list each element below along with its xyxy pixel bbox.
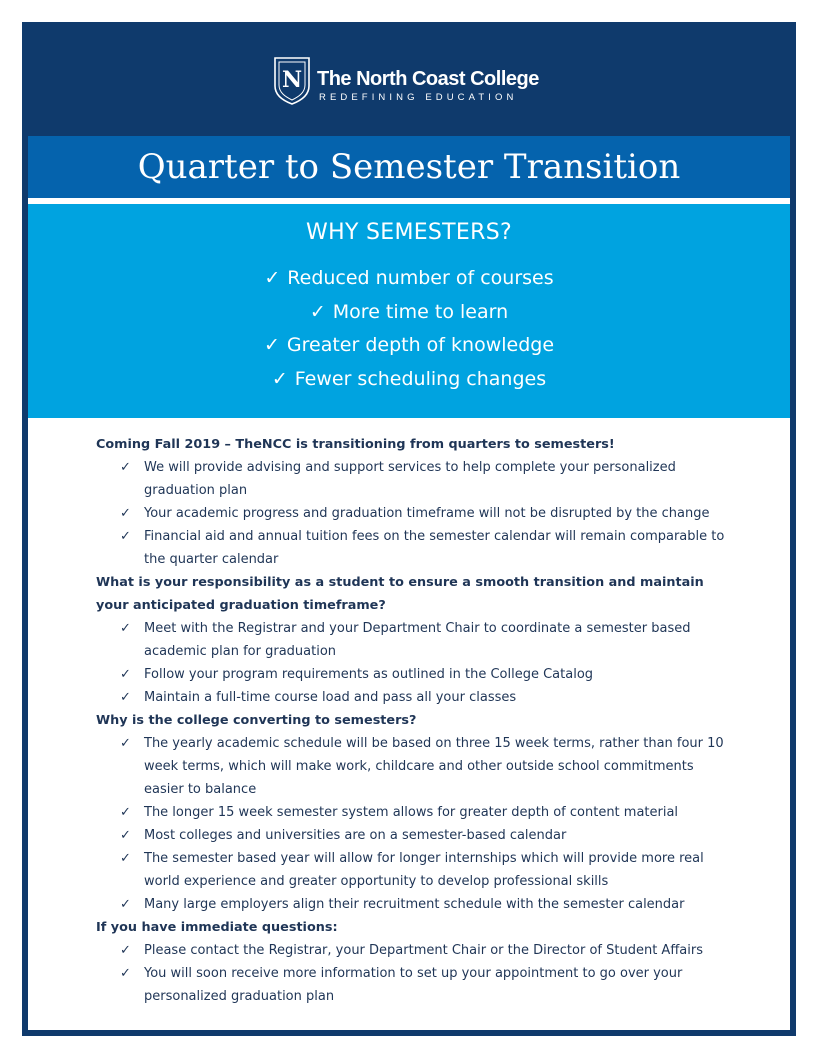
list-item-text: Please contact the Registrar, your Department Chair or the Director of Student Affairs [144,943,703,958]
list-item [96,525,736,571]
list-item-text: Most colleges and universities are on a semester-based calendar [144,828,567,843]
check-icon: ✓ [120,851,131,866]
list-item-text: We will provide advising and support services to help complete your personalized graduation plan [144,460,676,498]
list-item-text: Follow your program requirements as outlined in the College Catalog [144,667,594,682]
section-list [96,617,736,709]
list-item-text: Your academic progress and graduation timeframe will not be disrupted by the change [144,506,710,521]
list-item [96,617,736,663]
list-item [96,893,736,916]
list-item [96,824,736,847]
list-item-text: Financial aid and annual tuition fees on the semester calendar will remain comparable to the quarter calendar [144,529,725,567]
list-item [96,939,736,962]
why-item [28,262,790,296]
why-item-text: More time to learn [332,300,509,323]
list-item-text: Maintain a full-time course load and pass all your classes [144,690,517,705]
shield-icon [272,54,312,106]
list-item [96,801,736,824]
why-semesters-list [28,262,790,396]
check-icon: ✓ [120,966,131,981]
info-body [96,433,736,1008]
list-item-text: Meet with the Registrar and your Department Chair to coordinate a semester based academic plan for graduation [144,621,691,659]
list-item [96,456,736,502]
check-icon: ✓ [120,460,131,475]
list-item-text: You will soon receive more information to set up your appointment to go over your personalized graduation plan [144,966,683,1004]
check-icon: ✓ [120,805,131,820]
list-item-text: The semester based year will allow for longer internships which will provide more real world experience and greater opportunity to develop professional skills [144,851,704,889]
section-heading: What is your responsibility as a student to ensure a smooth transition and maintain your anticipated graduation timeframe? [96,575,704,613]
check-icon: ✓ [120,736,131,751]
check-icon: ✓ [120,828,131,843]
check-icon: ✓ [120,690,131,705]
check-icon: ✓ [120,667,131,682]
college-logo [272,54,572,110]
title-bar [28,136,790,198]
check-icon: ✓ [120,529,131,544]
list-item [96,502,736,525]
why-item-text: Greater depth of knowledge [286,334,555,356]
check-icon: ✓ [271,367,288,390]
why-item-text: Fewer scheduling changes [294,367,547,390]
check-icon: ✓ [120,943,131,958]
list-item [96,847,736,893]
check-icon: ✓ [264,267,281,289]
check-icon: ✓ [309,300,326,323]
list-item [96,732,736,801]
section-heading: If you have immediate questions: [96,920,338,935]
why-item [28,296,790,330]
list-item-text: Many large employers align their recruitment schedule with the semester calendar [144,897,685,912]
list-item-text: The longer 15 week semester system allows for greater depth of content material [144,805,679,820]
check-icon: ✓ [120,897,131,912]
college-tagline: REDEFINING EDUCATION [319,92,518,103]
college-name: The North Coast College [317,68,539,90]
section-heading: Coming Fall 2019 – TheNCC is transitioning from quarters to semesters! [96,437,615,452]
section-list [96,456,736,571]
why-item-text: Reduced number of courses [287,267,554,289]
page-title: Quarter to Semester Transition [137,147,681,187]
list-item-text: The yearly academic schedule will be based on three 15 week terms, rather than four 10 week terms, which will make work, childcare and other outside school commitments easier to balance [144,736,724,797]
why-item [28,363,790,397]
list-item [96,686,736,709]
why-semesters-box [28,204,790,418]
logo-initial: N [281,67,303,93]
list-item [96,962,736,1008]
section-heading: Why is the college converting to semesters? [96,713,417,728]
page-frame [22,22,796,1036]
check-icon: ✓ [120,506,131,521]
section-list [96,939,736,1008]
why-item [28,329,790,363]
check-icon: ✓ [263,334,280,356]
why-semesters-heading: WHY SEMESTERS? [306,220,512,245]
header-band [28,28,790,136]
check-icon: ✓ [120,621,131,636]
list-item [96,663,736,686]
section-list [96,732,736,916]
